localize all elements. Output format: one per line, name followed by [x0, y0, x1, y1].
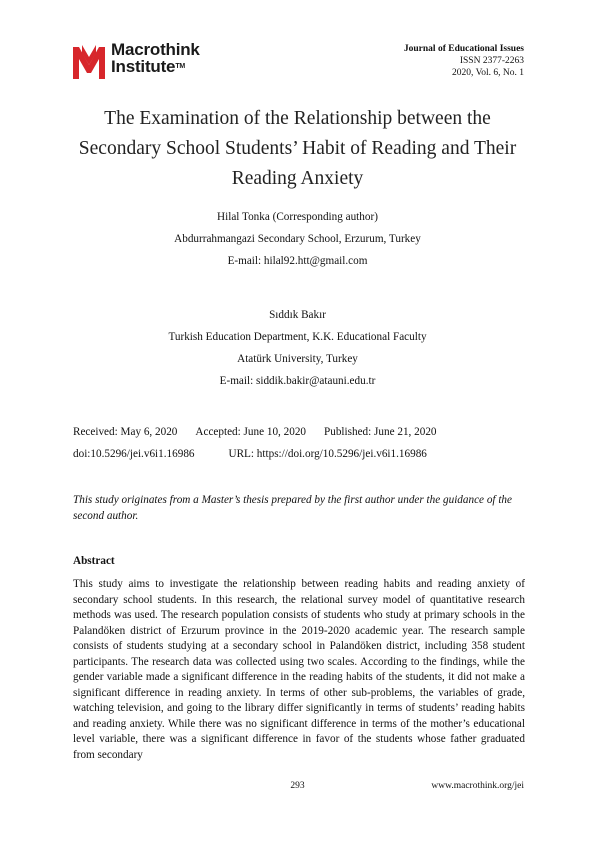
author-1-email[interactable]: E-mail: hilal92.htt@gmail.com	[227, 255, 368, 267]
logo-line2: Institute™	[111, 57, 186, 76]
title-line-1: The Examination of the Relationship between the	[104, 108, 491, 129]
author-2-block	[40, 304, 555, 392]
journal-volume: 2020, Vol. 6, No. 1	[452, 68, 524, 78]
page-number: 293	[290, 781, 305, 791]
author-2-email[interactable]: E-mail: siddik.bakir@atauni.edu.tr	[219, 375, 376, 387]
accepted-date: Accepted: June 10, 2020	[195, 426, 307, 438]
author-2-university: Atatürk University, Turkey	[237, 353, 358, 365]
abstract-text: This study aims to investigate the relationship between reading habits and reading anxiety of secondary school students. In this research, the relational survey model of quantitative research methods was used. The research population consists of students who study at primary schools in the Palandöken district of Erzurum province in the 2019-2020 academic year. The research sample consists of students studying at a secondary school in Palandöken district, including 358 student participants. The research data was collected using two scales. According to the findings, while the gender variable made a significant difference in the reading habits of the students, it did not make a significant difference in reading anxiety. In terms of other sub-problems, the variables of grade, watching television, and going to the library differ significantly in terms of students’ reading habits and reading anxiety. While there was no significant difference in terms of the mother’s educational level variable, there was a significant difference in favor of the students whose father graduated from secondary	[73, 578, 525, 761]
abstract-heading: Abstract	[73, 555, 115, 567]
footer-url[interactable]: www.macrothink.org/jei	[431, 781, 524, 791]
author-1-affiliation: Abdurrahmangazi Secondary School, Erzurum, Turkey	[174, 233, 421, 245]
author-1-name: Hilal Tonka (Corresponding author)	[217, 211, 378, 223]
author-1-block	[40, 206, 555, 272]
logo-line1: Macrothink	[111, 40, 200, 59]
logo-tm: TM	[175, 63, 186, 70]
journal-name: Journal of Educational Issues	[403, 44, 524, 54]
journal-info	[404, 43, 524, 79]
received-date: Received: May 6, 2020	[73, 426, 178, 438]
title-line-2: Secondary School Students’ Habit of Reading and Their	[78, 138, 517, 159]
title-line-3: Reading Anxiety	[231, 168, 364, 189]
author-2-dept: Turkish Education Department, K.K. Educational Faculty	[168, 331, 427, 343]
author-2-name: Sıddık Bakır	[269, 309, 326, 321]
article-title	[40, 104, 555, 194]
doi-url-link[interactable]: URL: https://doi.org/10.5296/jei.v6i1.16986	[228, 448, 427, 460]
thesis-note: This study originates from a Master’s thesis prepared by the first author under the guidance of the second author.	[73, 494, 512, 522]
published-date: Published: June 21, 2020	[324, 426, 437, 438]
macrothink-logo-icon	[73, 43, 105, 79]
doi: doi:10.5296/jei.v6i1.16986	[73, 448, 195, 460]
publisher-logo	[73, 41, 243, 81]
publication-dates	[73, 421, 437, 465]
journal-issn: ISSN 2377-2263	[459, 56, 524, 66]
logo-wordmark	[111, 41, 200, 75]
